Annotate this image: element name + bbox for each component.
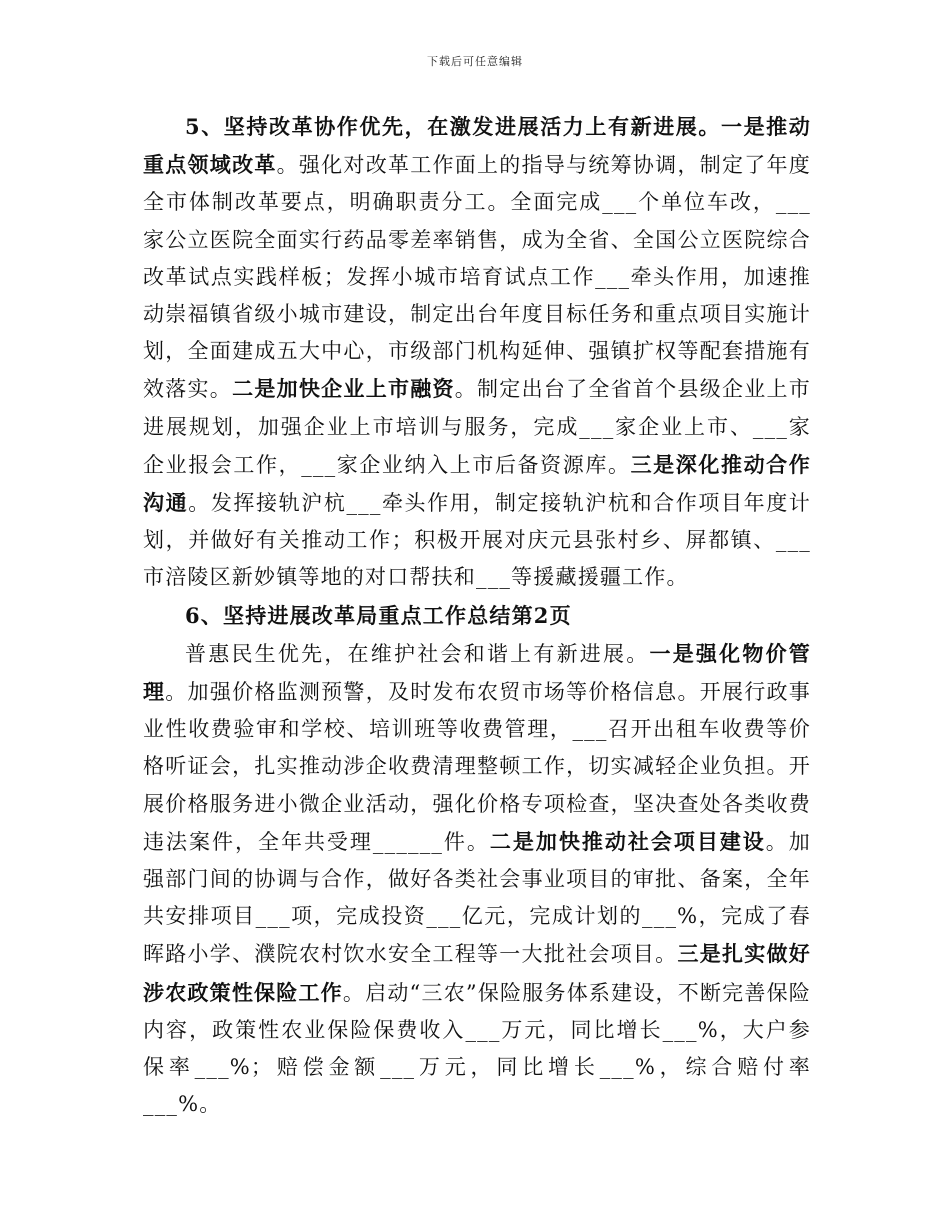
point-6-title: 三是扎实做好涉农政策性保险工作 bbox=[143, 941, 811, 1005]
point-2-title: 二是加快企业上市融资 bbox=[232, 376, 455, 402]
point-5-text: 。加强部门间的协调与合作，做好各类社会事业项目的审批、备案，全年共安排项目___项，完成投资___亿元，完成计划的___%，完成了春晖路小学、濮院农村饮水安全工程等一大批社会项目。 bbox=[143, 829, 811, 967]
point-1-title: 一是推动重点领域改革 bbox=[143, 114, 811, 178]
point-3-title: 三是深化推动合作沟通 bbox=[143, 451, 811, 516]
document-body bbox=[143, 108, 811, 1123]
point-1-text: 。强化对改革工作面上的指导与统筹协调，制定了年度全市体制改革要点，明确职责分工。全面完成___个单位车改，___家公立医院全面实行药品零差率销售，成为全省、全国公立医院综合改革试点实践样板；发挥小城市培育试点工作___牵头作用，加速推动崇福镇省级小城市建设，制定出台年度目标任务和重点项目实施计划，全面建成五大中心，市级部门机构延伸、强镇扩权等配套措施有效落实。 bbox=[143, 153, 811, 402]
paragraph-6-heading bbox=[143, 597, 811, 635]
page-header: 下载后可任意编辑 bbox=[427, 55, 523, 68]
point-4-text: 。加强价格监测预警，及时发布农贸市场等价格信息。开展行政事业性收费验审和学校、培训班等收费管理，___召开出租车收费等价格听证会，扎实推动涉企收费清理整顿工作，切实减轻企业负担。开展价格服务进小微企业活动，强化价格专项检查，坚决查处各类收费违法案件，全年共受理______件。 bbox=[143, 680, 811, 854]
point-4-title: 一是强化物价管理 bbox=[143, 640, 812, 705]
heading-6: 6、坚持进展改革局重点工作总结第2页 bbox=[185, 602, 572, 628]
point-5-title: 二是加快推动社会项目建设 bbox=[489, 828, 766, 854]
point-3-text: 。发挥接轨沪杭___牵头作用，制定接轨沪杭和合作项目年度计划，并做好有关推动工作；积极开展对庆元县张村乡、屏都镇、___市涪陵区新妙镇等地的对口帮扶和___等援藏援疆工作。 bbox=[143, 491, 811, 590]
point-6-text: 。启动“三农”保险服务体系建设，不断完善保险内容，政策性农业保险保费收入___万元，同比增长___%，大户参保率___%；赔偿金额___万元，同比增长___%，综合赔付率___%。 bbox=[143, 980, 811, 1117]
paragraph-7 bbox=[143, 635, 811, 1124]
heading-5: 5、坚持改革协作优先，在激发进展活力上有新进展。 bbox=[185, 114, 721, 139]
point-2-text: 。制定出台了全省首个县级企业上市进展规划，加强企业上市培训与服务，完成___家企业上市、___家企业报会工作，___家企业纳入上市后备资源库。 bbox=[143, 377, 811, 477]
paragraph-5 bbox=[143, 108, 811, 597]
intro-text: 普惠民生优先，在维护社会和谐上有新进展。 bbox=[185, 641, 650, 666]
